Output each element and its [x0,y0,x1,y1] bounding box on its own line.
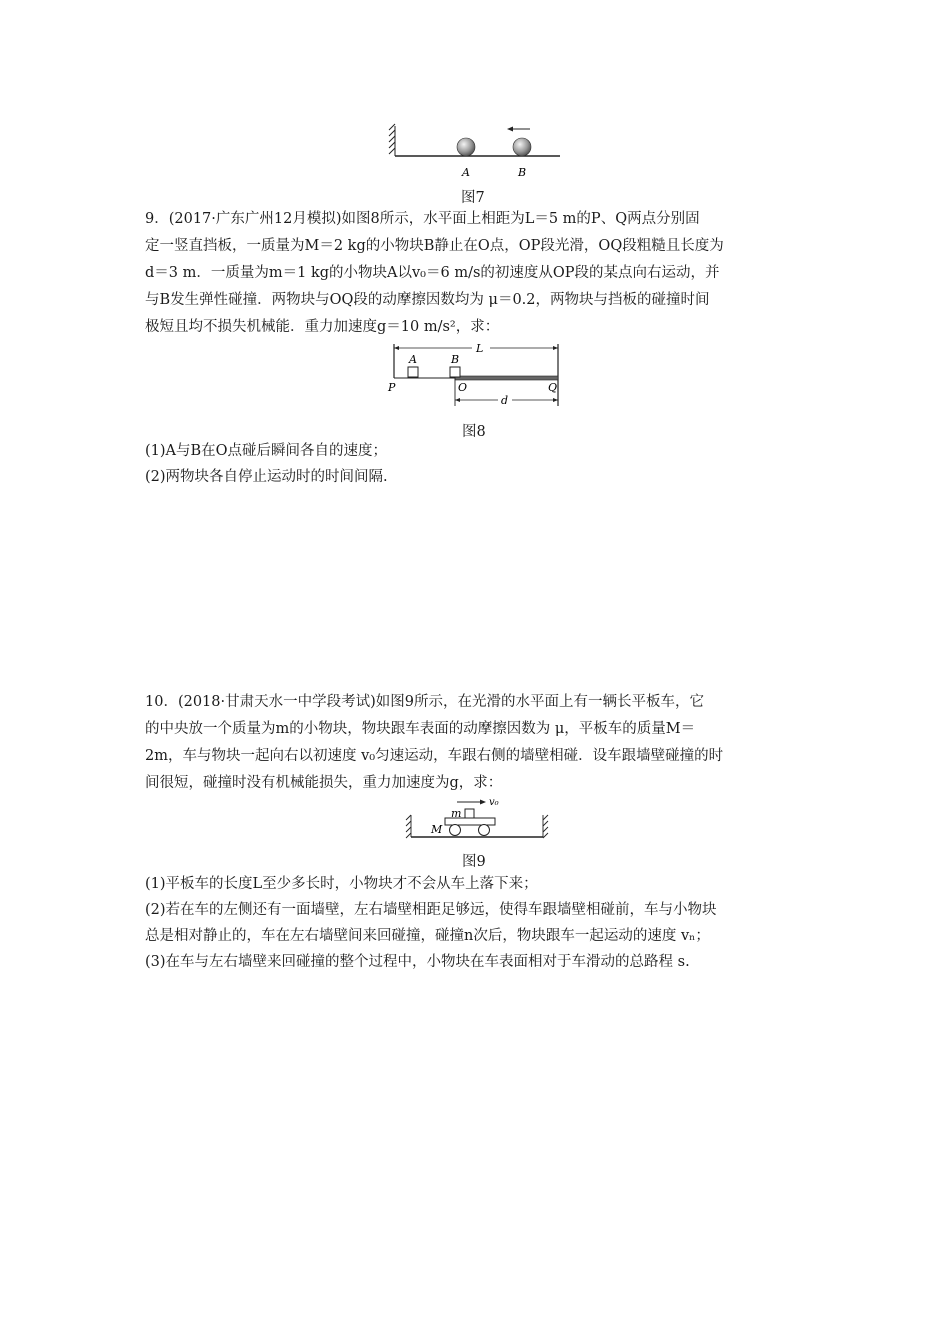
problem-9-line-4: 与B发生弹性碰撞．两物块与OQ段的动摩擦因数均为 μ＝0.2，两物块与挡板的碰撞时间 [145,292,710,308]
block-b [450,367,460,377]
problem-9-line-5: 极短且均不损失机械能．重力加速度g＝10 m/s²，求： [145,319,500,335]
figure-9-diagram [405,795,550,843]
wheel-left [450,825,461,836]
rough-surface [455,376,558,380]
problem-10-question-1: (1)平板车的长度L至少多长时，小物块才不会从车上落下来； [145,876,538,892]
problem-9-question-2: (2)两物块各自停止运动时的时间间隔. [145,469,388,485]
label-b: B [518,166,527,179]
problem-9-question-1: (1)A与B在O点碰后瞬间各自的速度； [145,443,388,459]
problem-10-line-1: 10．(2018·甘肃天水一中学段考试)如图9所示，在光滑的水平面上有一辆长平板车，它 [145,694,704,710]
figure-8-caption: 图8 [462,424,486,440]
problem-10-question-2a: (2)若在车的左侧还有一面墙壁，左右墙壁相距足够远，使得车跟墙壁相碰前，车与小物块 [145,902,717,918]
figure-8-diagram [380,340,570,412]
figure-7-caption: 图7 [461,190,485,206]
ball-a [457,138,475,156]
small-block [465,809,474,818]
label-m: m [451,807,462,820]
label-a: A [462,166,470,179]
arrow-left-icon [507,127,530,132]
label-o: O [458,381,468,394]
figure-9-caption: 图9 [462,854,486,870]
problem-10-question-2b: 总是相对静止的，车在左右墙壁间来回碰撞，碰撞n次后，物块跟车一起运动的速度 vₙ； [145,928,710,944]
figure-7-diagram [385,118,565,180]
problem-9-line-2: 定一竖直挡板，一质量为M＝2 kg的小物块B静止在O点，OP段光滑，OQ段粗糙且长度为 [145,238,724,254]
problem-10-line-3: 2m，车与物块一起向右以初速度 v₀匀速运动，车跟右侧的墙壁相碰．设车跟墙壁碰撞的时 [145,748,724,764]
label-b: B [451,353,460,366]
problem-10-question-3: (3)在车与左右墙壁来回碰撞的整个过程中，小物块在车表面相对于车滑动的总路程 s. [145,954,690,970]
label-v0: v₀ [489,797,499,808]
block-a [408,367,418,377]
label-d: d [501,394,509,407]
wheel-right [479,825,490,836]
problem-10-line-2: 的中央放一个质量为m的小物块，物块跟车表面的动摩擦因数为 μ，平板车的质量M＝ [145,721,696,737]
arrow-right-icon [457,800,486,805]
label-q: Q [548,381,558,394]
label-l: L [476,342,484,355]
problem-9-line-1: 9．(2017·广东广州12月模拟)如图8所示，水平面上相距为L＝5 m的P、Q两点分别固 [145,211,700,227]
label-p: P [388,381,396,394]
ball-b [513,138,531,156]
label-a: A [409,353,417,366]
problem-10-line-4: 间很短，碰撞时没有机械能损失，重力加速度为g，求： [145,775,503,791]
wall [389,124,395,156]
problem-9-line-3: d＝3 m．一质量为m＝1 kg的小物块A以v₀＝6 m/s的初速度从OP段的某点向右运动，并 [145,265,720,281]
label-M: M [431,823,443,836]
